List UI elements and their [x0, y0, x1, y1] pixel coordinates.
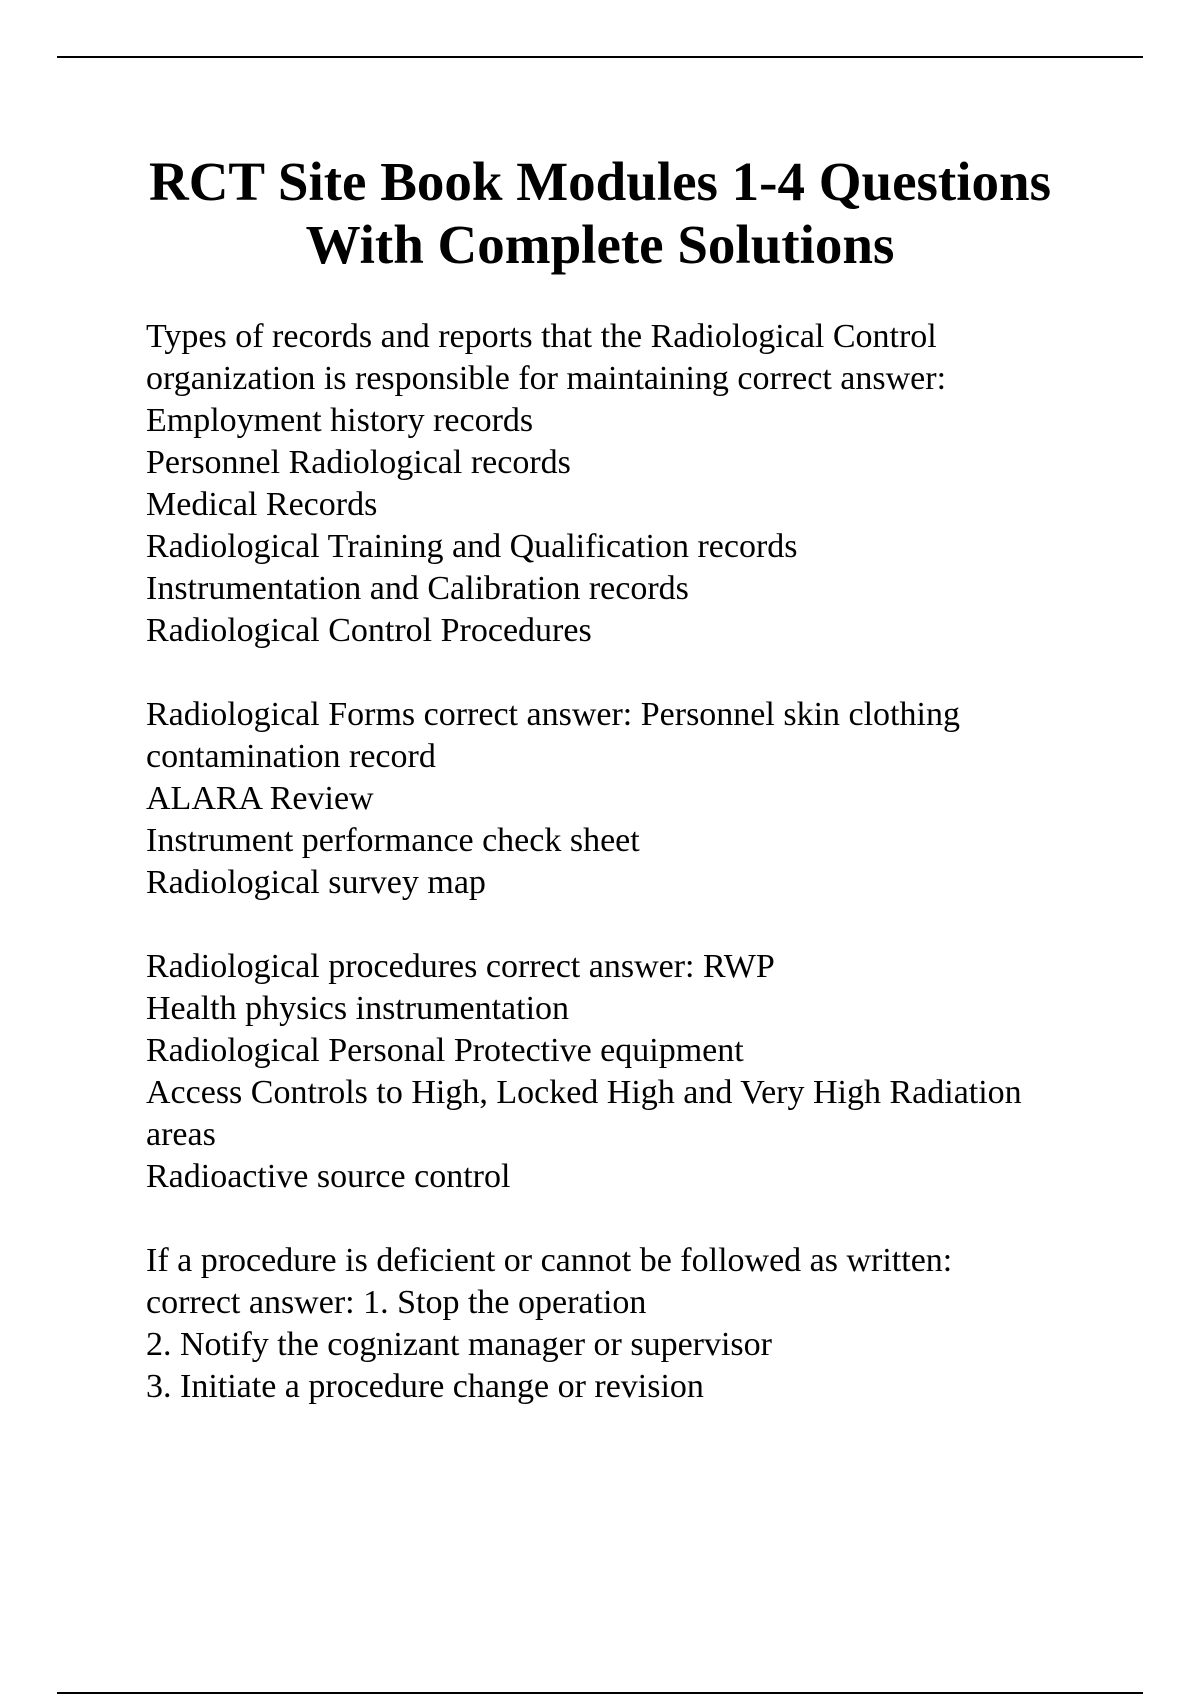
qa-section-forms — [146, 694, 1146, 904]
question-line: Radiological procedures correct answer: RWP — [146, 948, 775, 985]
answer-line: Health physics instrumentation — [146, 990, 570, 1027]
answer-line: Instrument performance check sheet — [146, 822, 640, 859]
qa-section-procedures — [146, 946, 1146, 1198]
answer-line: Radioactive source control — [146, 1158, 511, 1195]
answer-line: Radiological Personal Protective equipment — [146, 1032, 744, 1069]
answer-line: Radiological Control Procedures — [146, 612, 592, 649]
answer-line: areas — [146, 1116, 216, 1153]
answer-line: Medical Records — [146, 486, 378, 523]
answer-line: 2. Notify the cognizant manager or supervisor — [146, 1326, 772, 1363]
qa-section-records — [146, 316, 1146, 652]
question-line: Types of records and reports that the Radiological Control — [146, 318, 937, 355]
answer-line: Radiological Training and Qualification records — [146, 528, 798, 565]
answer-line: Access Controls to High, Locked High and Very High Radiation — [146, 1074, 1022, 1111]
qa-text — [146, 316, 1146, 652]
qa-text — [146, 1240, 1146, 1408]
qa-section-deficient-procedure — [146, 1240, 1146, 1408]
header-rule — [57, 56, 1143, 58]
answer-line: Instrumentation and Calibration records — [146, 570, 689, 607]
title-line-1: RCT Site Book Modules 1-4 Questions — [148, 151, 1052, 212]
title-line-2: With Complete Solutions — [305, 214, 895, 275]
qa-text — [146, 694, 1146, 904]
document-body — [146, 316, 1146, 1450]
question-line: Radiological Forms correct answer: Personnel skin clothing — [146, 696, 960, 733]
document-title — [60, 150, 1140, 276]
answer-line: Personnel Radiological records — [146, 444, 571, 481]
footer-rule — [57, 1692, 1143, 1694]
question-line: If a procedure is deficient or cannot be followed as written: — [146, 1242, 953, 1279]
answer-line: contamination record — [146, 738, 436, 775]
answer-line: correct answer: 1. Stop the operation — [146, 1284, 647, 1321]
answer-line: Radiological survey map — [146, 864, 486, 901]
answer-line: 3. Initiate a procedure change or revision — [146, 1368, 704, 1405]
question-line: organization is responsible for maintaining correct answer: — [146, 360, 947, 397]
answer-line: Employment history records — [146, 402, 534, 439]
answer-line: ALARA Review — [146, 780, 374, 817]
qa-text — [146, 946, 1146, 1198]
